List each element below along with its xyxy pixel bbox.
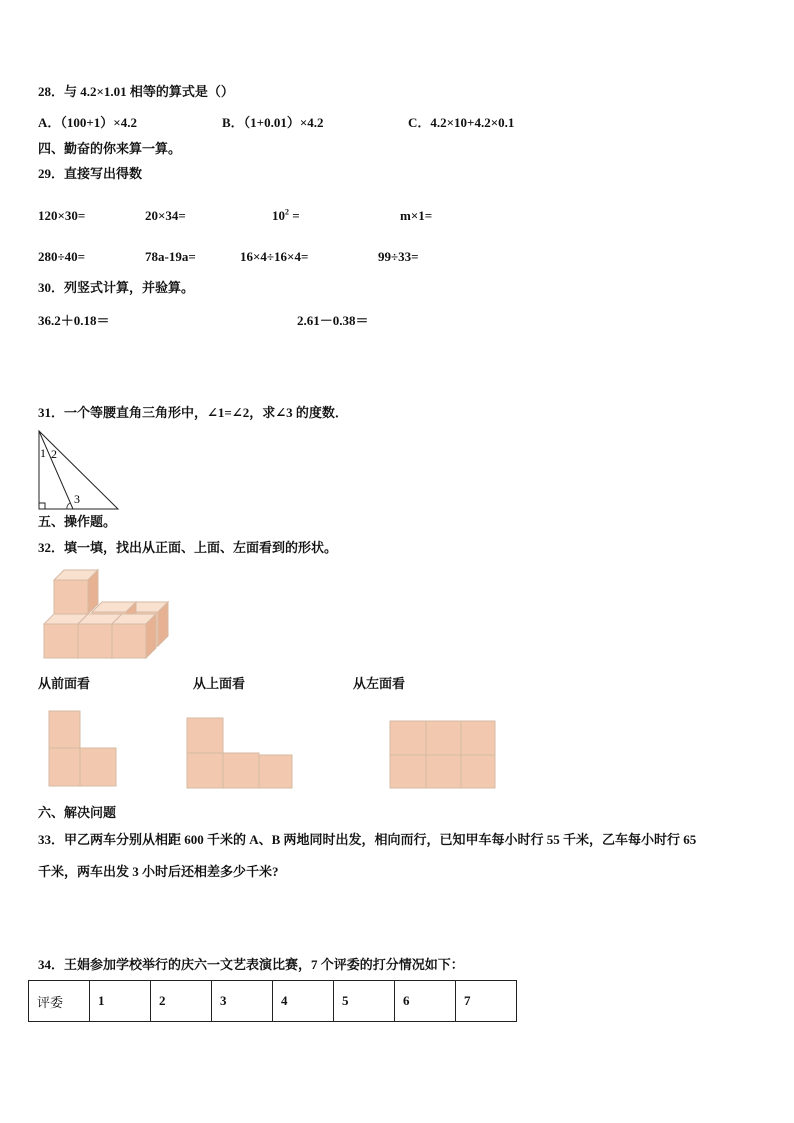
angle3-arc [67,503,70,509]
q29-item: 16×4÷16×4= [240,249,309,264]
triangle-figure [30,425,130,515]
section5-title: 五、操作题。 [38,514,117,529]
view-square [259,755,292,788]
table-row [29,981,517,1022]
judge-number-cell: 5 [334,981,395,1022]
view-square [390,721,426,755]
q29-power-tail: = [289,208,300,223]
q28-stem: 28．与 4.2×1.01 相等的算式是（） [38,84,234,99]
q32-stem: 32．填一填，找出从正面、上面、左面看到的形状。 [38,540,338,555]
view-square [187,753,223,788]
q28-option-c: C．4.2×10+4.2×0.1 [408,115,515,130]
q30-item: 36.2＋0.18＝ [38,313,110,328]
q29-item: 99÷33= [378,249,419,264]
judge-number-cell: 3 [212,981,273,1022]
q29-item: 78a-19a= [145,249,196,264]
q28-option-b: B．（1+0.01）×4.2 [222,115,324,130]
view-square [49,711,80,748]
q30-stem: 30．列竖式计算，并验算。 [38,280,195,295]
front-view-shape [48,710,118,788]
top-view-shape [186,717,294,790]
angle-label-2: 2 [51,447,57,461]
table-header-cell: 评委 [29,981,90,1022]
judge-number-cell: 6 [395,981,456,1022]
judge-score-table [28,980,517,1022]
view-square [187,718,223,753]
cube-front [112,614,156,658]
q31-stem: 31．一个等腰直角三角形中，∠1=∠2，求∠3 的度数． [38,405,348,420]
q29-power-item [272,208,300,224]
q29-stem: 29．直接写出得数 [38,166,143,181]
q29-item: 20×34= [145,208,186,223]
view-square [461,721,495,755]
view-label-left: 从左面看 [353,676,406,691]
q28-option-a: A．（100+1）×4.2 [38,115,137,130]
judge-number-cell: 1 [90,981,151,1022]
q29-power-exponent: 2 [285,207,289,217]
view-label-top: 从上面看 [193,676,246,691]
cube-top [54,570,98,614]
view-square [223,753,259,788]
right-angle-mark [39,503,45,509]
q33-line1: 33．甲乙两车分别从相距 600 千米的 A、B 两地同时出发，相向而行，已知甲车每小时行 55 千米，乙车每小时行 65 [38,832,697,847]
angle-label-3: 3 [74,492,80,506]
angle-label-1: 1 [40,446,46,460]
judge-number-cell: 7 [456,981,517,1022]
q29-power-base: 10 [272,208,285,223]
q33-line2: 千米，两车出发 3 小时后还相差多少千米? [38,864,279,879]
view-square [49,748,80,786]
view-square [80,748,116,786]
section4-title: 四、勤奋的你来算一算。 [38,141,182,156]
view-square [390,755,426,788]
q29-item: 120×30= [38,208,86,223]
q34-stem: 34．王娟参加学校举行的庆六一文艺表演比赛，7 个评委的打分情况如下： [38,957,464,972]
judge-number-cell: 4 [273,981,334,1022]
view-square [461,755,495,788]
cube-stack-figure [40,566,175,664]
view-square [426,755,461,788]
left-view-shape [389,720,497,790]
q29-item: 280÷40= [38,249,86,264]
view-square [426,721,461,755]
triangle-segment [39,431,73,509]
q29-item: m×1= [400,208,433,223]
q30-item: 2.61－0.38＝ [297,313,369,328]
view-label-front: 从前面看 [38,676,91,691]
section6-title: 六、解决问题 [38,805,117,820]
judge-number-cell: 2 [151,981,212,1022]
